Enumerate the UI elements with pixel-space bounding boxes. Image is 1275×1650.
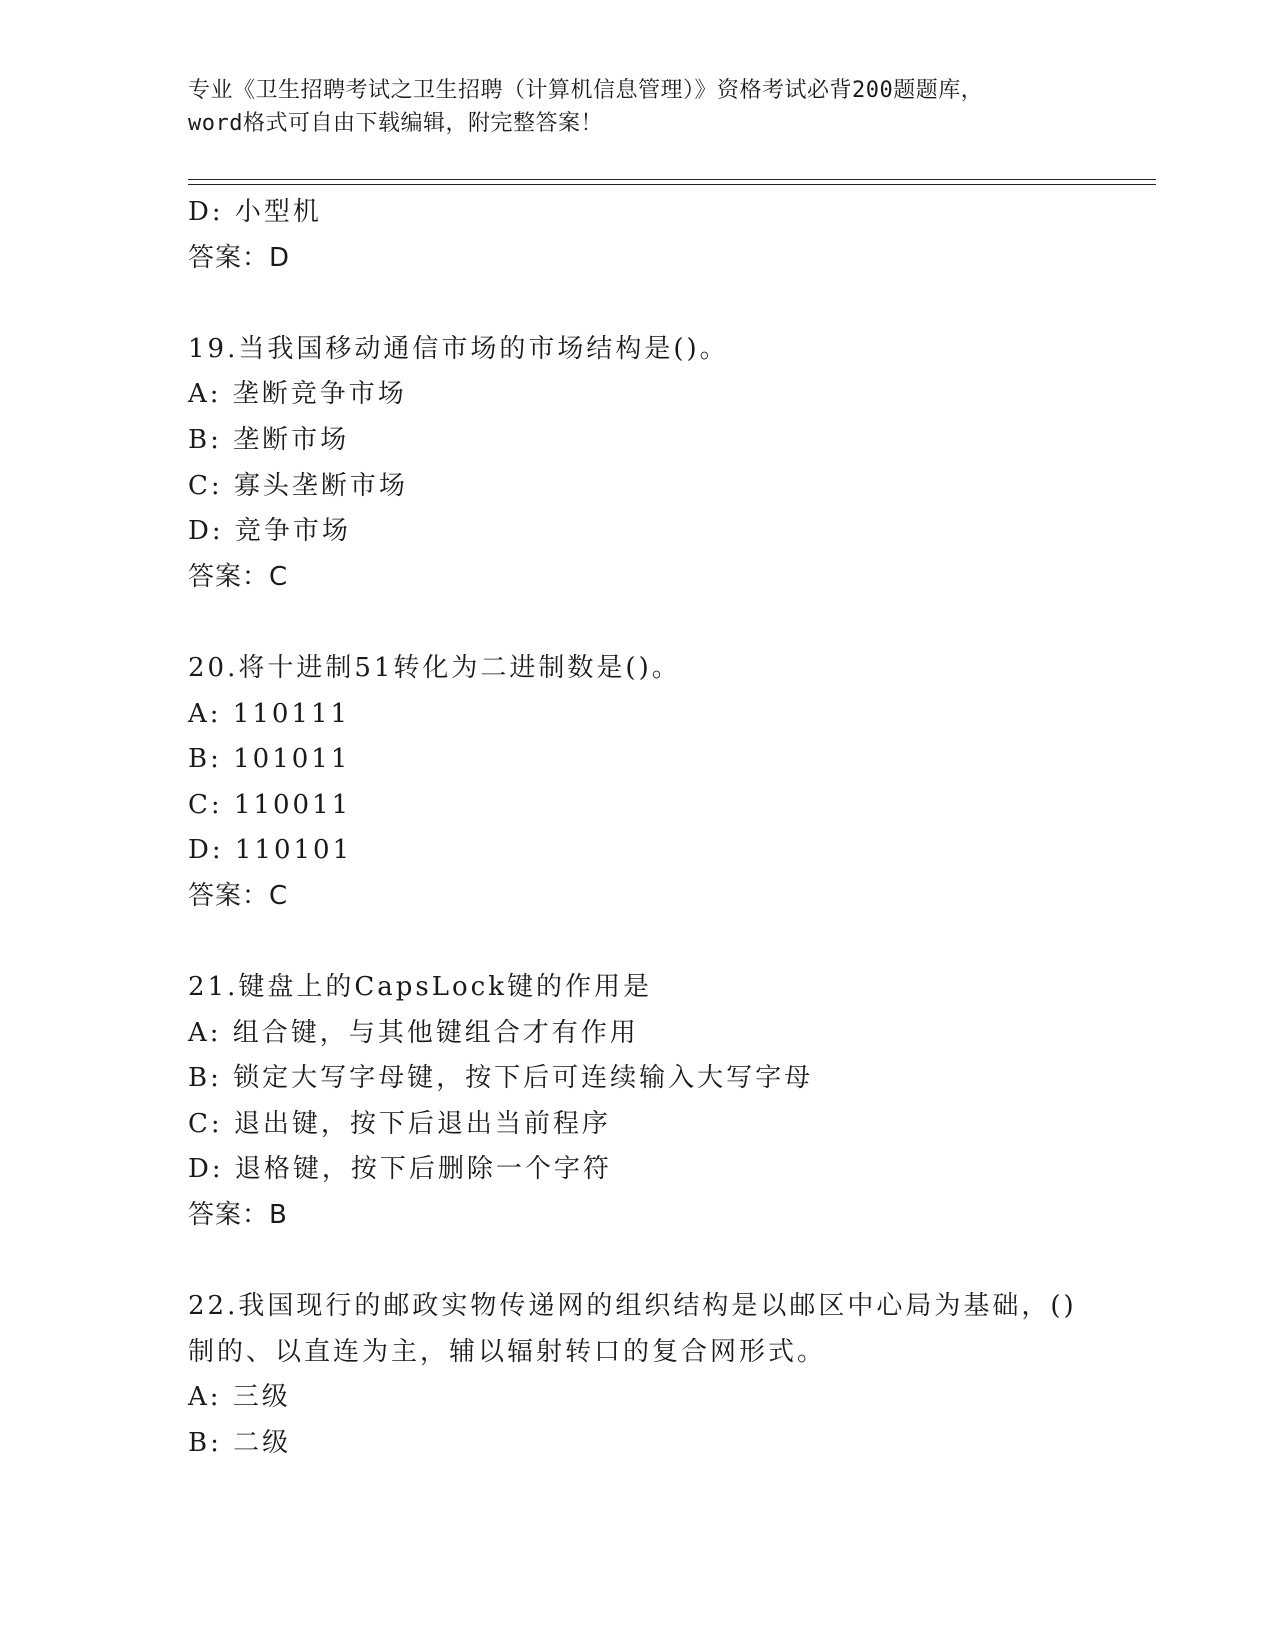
question-stem-19: 19.当我国移动通信市场的市场结构是()。 <box>188 333 729 364</box>
option-d: D: 退格键，按下后删除一个字符 <box>188 1154 612 1185</box>
header-line-1: 专业《卫生招聘考试之卫生招聘（计算机信息管理）》资格考试必背200题题库， <box>188 78 984 103</box>
option-b: B: 二级 <box>188 1428 292 1459</box>
option-b: B: 垄断市场 <box>188 424 350 455</box>
option-b: B: 101011 <box>188 744 351 775</box>
option-c: C: 退出键，按下后退出当前程序 <box>188 1108 611 1139</box>
option-a: A: 三级 <box>188 1382 291 1413</box>
document-header <box>188 74 1088 140</box>
option-a: A: 组合键，与其他键组合才有作用 <box>188 1017 639 1048</box>
answer-label: 答案：C <box>188 880 289 911</box>
option-c: C: 寡头垄断市场 <box>188 470 408 501</box>
answer-label: 答案：C <box>188 561 289 592</box>
option-d: D: 110101 <box>188 835 353 866</box>
question-stem-21: 21.键盘上的CapsLock键的作用是 <box>188 972 652 1003</box>
answer-label: 答案：D <box>188 242 291 273</box>
option-a: A: 垄断竞争市场 <box>188 379 407 410</box>
option-d: D: 小型机 <box>188 197 322 227</box>
question-stem-22-line-1: 22.我国现行的邮政实物传递网的组织结构是以邮区中心局为基础，() <box>188 1291 1077 1322</box>
answer-label: 答案：B <box>188 1200 288 1231</box>
question-list <box>188 190 1156 1467</box>
header-line-2: word格式可自由下载编辑，附完整答案！ <box>188 111 603 136</box>
option-c: C: 110011 <box>188 789 352 820</box>
question-stem-20: 20.将十进制51转化为二进制数是()。 <box>188 652 681 683</box>
header-divider-top <box>188 179 1156 180</box>
option-a: A: 110111 <box>188 698 351 729</box>
option-d: D: 竞争市场 <box>188 516 351 547</box>
option-b: B: 锁定大写字母键，按下后可连续输入大写字母 <box>188 1063 814 1094</box>
question-stem-22-line-2: 制的、以直连为主，辅以辐射转口的复合网形式。 <box>188 1336 827 1367</box>
header-divider-bottom <box>188 184 1156 185</box>
